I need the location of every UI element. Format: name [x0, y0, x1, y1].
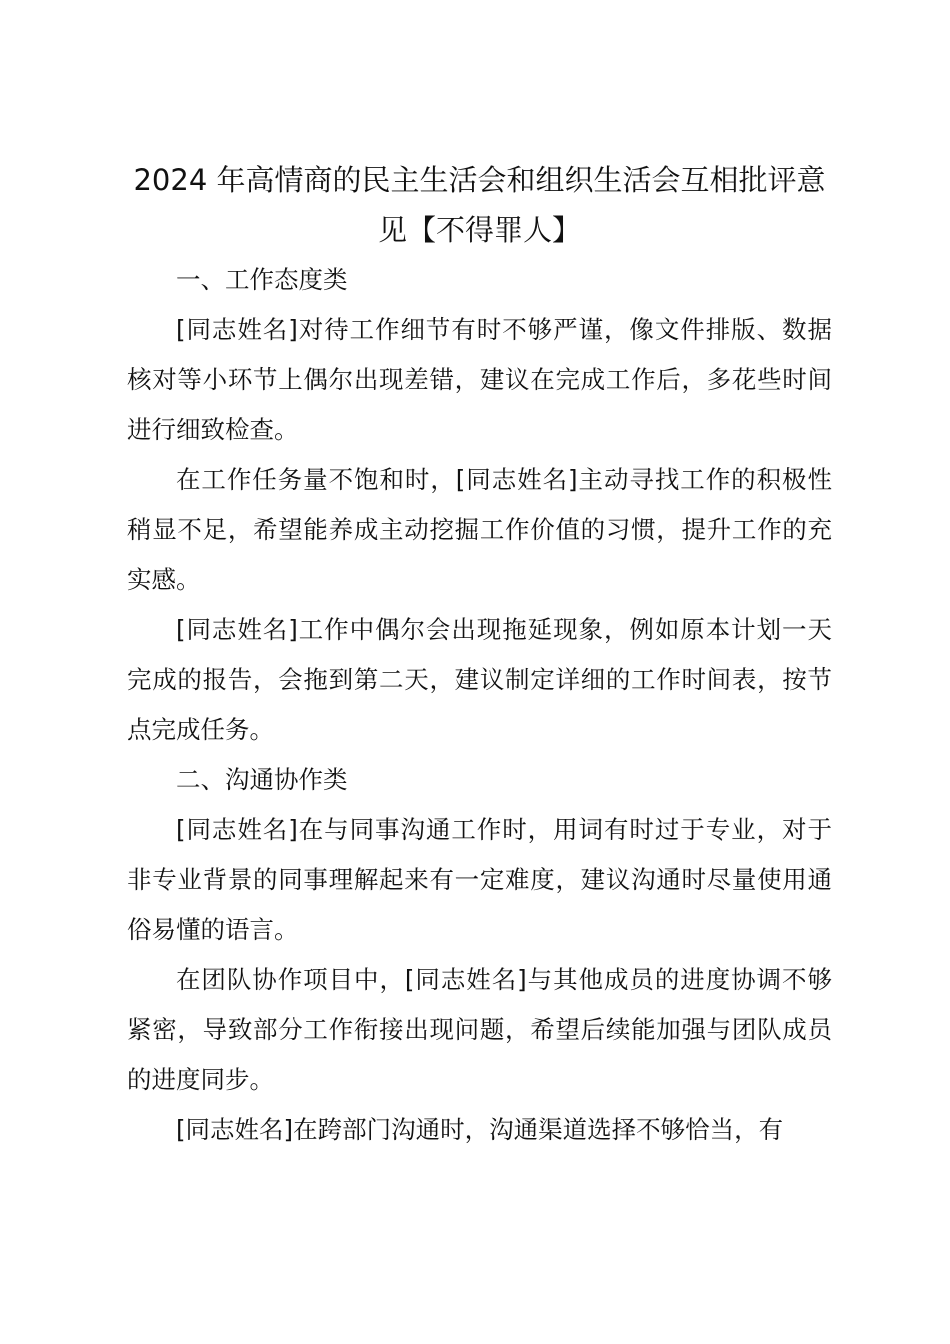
- section-heading-work-attitude: 一、工作态度类: [176, 265, 348, 294]
- paragraph: [同志姓名]在与同事沟通工作时，用词有时过于专业，对于非专业背景的同事理解起来有一定难度，建议沟通时尽量使用通俗易懂的语言。: [127, 815, 832, 944]
- paragraph: [同志姓名]对待工作细节有时不够严谨，像文件排版、数据核对等小环节上偶尔出现差错，建议在完成工作后，多花些时间进行细致检查。: [127, 315, 832, 444]
- document-body: [127, 155, 832, 1155]
- paragraph: [同志姓名]工作中偶尔会出现拖延现象，例如原本计划一天完成的报告，会拖到第二天，建议制定详细的工作时间表，按节点完成任务。: [127, 615, 832, 744]
- section-heading-communication: 二、沟通协作类: [176, 765, 348, 794]
- paragraph: [同志姓名]在跨部门沟通时，沟通渠道选择不够恰当，有: [176, 1115, 784, 1144]
- paragraph: 在团队协作项目中，[同志姓名]与其他成员的进度协调不够紧密，导致部分工作衔接出现问题，希望后续能加强与团队成员的进度同步。: [127, 965, 832, 1094]
- document-title: 2024 年高情商的民主生活会和组织生活会互相批评意见【不得罪人】: [133, 163, 826, 247]
- paragraph: 在工作任务量不饱和时，[同志姓名]主动寻找工作的积极性稍显不足，希望能养成主动挖掘工作价值的习惯，提升工作的充实感。: [127, 465, 832, 594]
